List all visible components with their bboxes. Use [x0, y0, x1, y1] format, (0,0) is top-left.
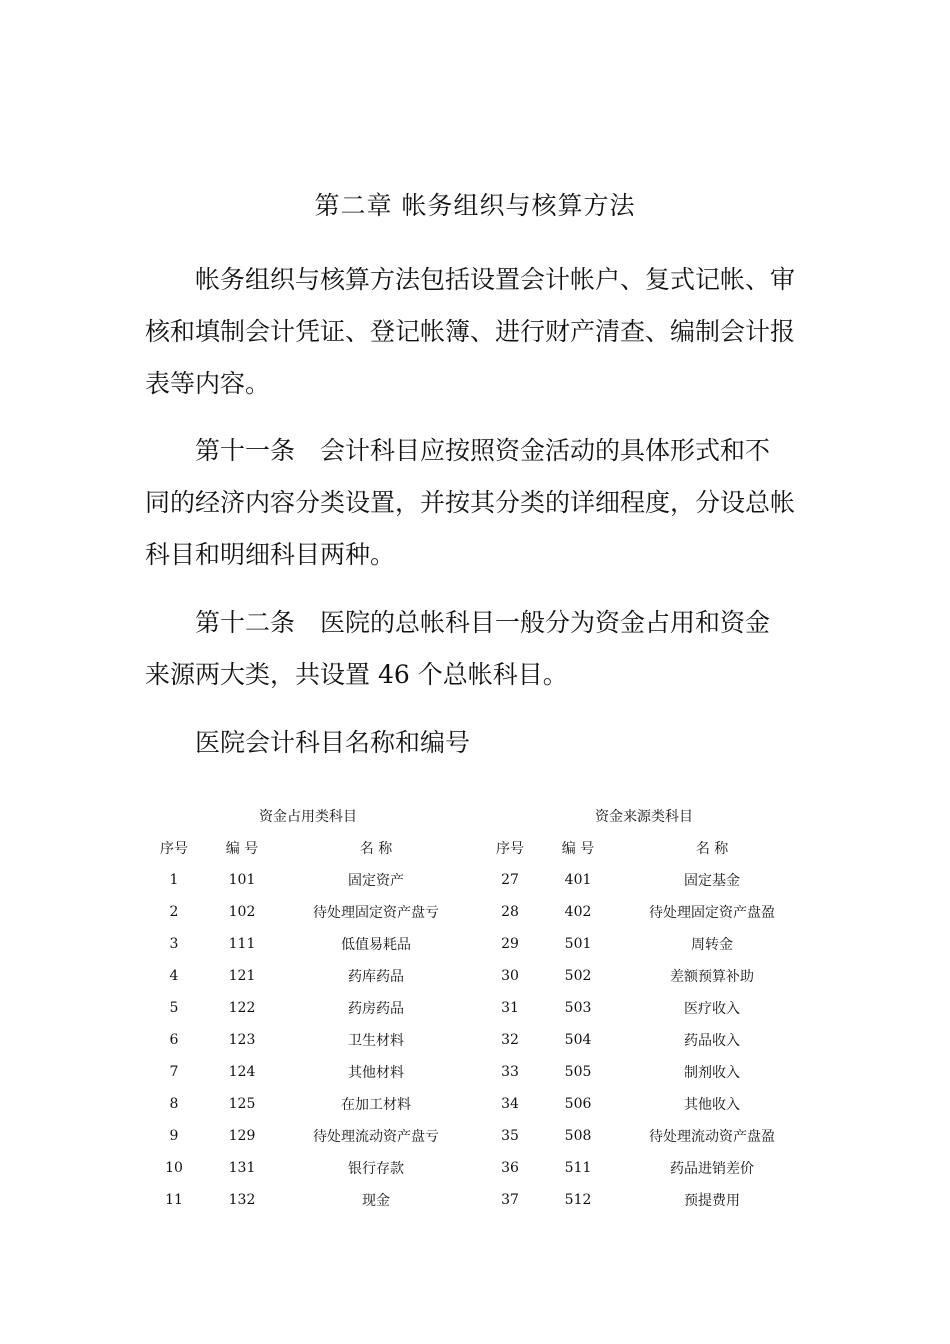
- paragraph-line: 第十一条 会计科目应按照资金活动的具体形式和不: [195, 436, 771, 465]
- cell-code: 123: [228, 1032, 256, 1048]
- table-group-row: [140, 800, 812, 832]
- cell-name: 卫生材料: [348, 1033, 405, 1049]
- cell-code: 124: [228, 1064, 256, 1080]
- cell-code: 508: [564, 1128, 592, 1144]
- paragraph-table-caption: [145, 717, 810, 769]
- header-code: 编 号: [225, 841, 259, 857]
- cell-code: 504: [564, 1032, 592, 1048]
- cell-seq: 28: [501, 904, 519, 920]
- table-row: [140, 1184, 812, 1216]
- header-seq: 序号: [160, 841, 188, 857]
- cell-name: 银行存款: [348, 1161, 405, 1177]
- table-row: [140, 1152, 812, 1184]
- paragraph-line: 来源两大类，共设置 46 个总帐科目。: [145, 660, 568, 689]
- cell-seq: 34: [501, 1096, 519, 1112]
- cell-code: 101: [228, 872, 256, 888]
- cell-name: 待处理固定资产盘亏: [313, 905, 440, 921]
- cell-name: 周转金: [691, 937, 734, 953]
- cell-seq: 1: [169, 872, 179, 888]
- paragraph-article-12: [145, 597, 810, 701]
- group-header-left: 资金占用类科目: [259, 809, 358, 825]
- table-row: [140, 1120, 812, 1152]
- cell-seq: 32: [501, 1032, 519, 1048]
- header-name: 名 称: [695, 841, 729, 857]
- cell-code: 131: [228, 1160, 256, 1176]
- cell-code: 503: [564, 1000, 592, 1016]
- table-row: [140, 960, 812, 992]
- cell-name: 其他收入: [684, 1097, 741, 1113]
- cell-code: 501: [564, 936, 592, 952]
- cell-name: 待处理流动资产盘盈: [649, 1129, 776, 1145]
- cell-seq: 7: [169, 1064, 179, 1080]
- table-row: [140, 1088, 812, 1120]
- cell-name: 待处理流动资产盘亏: [313, 1129, 440, 1145]
- cell-seq: 5: [169, 1000, 179, 1016]
- cell-name: 固定资产: [348, 873, 405, 889]
- table-row: [140, 864, 812, 896]
- table-row: [140, 1024, 812, 1056]
- cell-seq: 4: [169, 968, 179, 984]
- cell-seq: 30: [501, 968, 519, 984]
- cell-code: 121: [228, 968, 256, 984]
- paragraph-line: 表等内容。: [145, 369, 271, 398]
- cell-seq: 27: [501, 872, 519, 888]
- cell-name: 药房药品: [348, 1001, 405, 1017]
- paragraph-line: 同的经济内容分类设置，并按其分类的详细程度，分设总帐: [145, 488, 796, 517]
- table-row: [140, 992, 812, 1024]
- header-code: 编 号: [561, 841, 595, 857]
- cell-seq: 6: [169, 1032, 179, 1048]
- cell-name: 药品收入: [684, 1033, 741, 1049]
- group-header-right: 资金来源类科目: [595, 809, 694, 825]
- cell-seq: 8: [169, 1096, 179, 1112]
- cell-seq: 29: [501, 936, 519, 952]
- paragraph-intro: [145, 254, 810, 410]
- cell-seq: 11: [165, 1192, 183, 1208]
- cell-code: 505: [564, 1064, 592, 1080]
- cell-code: 512: [564, 1192, 592, 1208]
- paragraph-line: 第十二条 医院的总帐科目一般分为资金占用和资金: [195, 608, 771, 637]
- cell-seq: 36: [501, 1160, 519, 1176]
- cell-name: 在加工材料: [341, 1097, 412, 1113]
- cell-code: 111: [228, 936, 256, 952]
- cell-code: 511: [564, 1160, 592, 1176]
- cell-code: 132: [228, 1192, 256, 1208]
- paragraph-line: 核和填制会计凭证、登记帐簿、进行财产清查、编制会计报: [145, 317, 796, 346]
- cell-seq: 2: [169, 904, 179, 920]
- cell-code: 506: [564, 1096, 592, 1112]
- cell-seq: 10: [165, 1160, 183, 1176]
- cell-seq: 3: [169, 936, 179, 952]
- table-row: [140, 896, 812, 928]
- cell-code: 402: [564, 904, 592, 920]
- cell-name: 待处理固定资产盘盈: [649, 905, 776, 921]
- table-caption: 医院会计科目名称和编号: [195, 728, 471, 757]
- paragraph-line: 帐务组织与核算方法包括设置会计帐户、复式记帐、审: [195, 265, 796, 294]
- table-row: [140, 1056, 812, 1088]
- header-name: 名 称: [359, 841, 393, 857]
- cell-name: 固定基金: [684, 873, 741, 889]
- header-seq: 序号: [496, 841, 525, 857]
- cell-seq: 31: [501, 1000, 519, 1016]
- cell-name: 药品进销差价: [670, 1161, 755, 1177]
- cell-code: 125: [228, 1096, 256, 1112]
- cell-code: 129: [228, 1128, 256, 1144]
- cell-seq: 37: [501, 1192, 519, 1208]
- paragraph-line: 科目和明细科目两种。: [145, 540, 396, 569]
- cell-code: 122: [228, 1000, 256, 1016]
- chapter-title: 第二章 帐务组织与核算方法: [314, 191, 636, 220]
- accounts-table-wrapper: [140, 800, 810, 1216]
- cell-seq: 33: [501, 1064, 519, 1080]
- table-header-row: [140, 832, 812, 864]
- cell-name: 预提费用: [684, 1193, 741, 1209]
- cell-code: 102: [228, 904, 256, 920]
- cell-name: 现金: [362, 1193, 391, 1209]
- cell-name: 差额预算补助: [670, 969, 755, 985]
- cell-code: 401: [564, 872, 592, 888]
- cell-name: 其他材料: [348, 1065, 405, 1081]
- cell-seq: 9: [169, 1128, 179, 1144]
- cell-name: 药库药品: [348, 969, 405, 985]
- paragraph-article-11: [145, 425, 810, 581]
- cell-name: 低值易耗品: [341, 937, 412, 953]
- cell-code: 502: [564, 968, 592, 984]
- cell-name: 制剂收入: [684, 1065, 741, 1081]
- table-row: [140, 928, 812, 960]
- cell-seq: 35: [501, 1128, 519, 1144]
- accounts-table: [140, 800, 812, 1216]
- cell-name: 医疗收入: [684, 1001, 741, 1017]
